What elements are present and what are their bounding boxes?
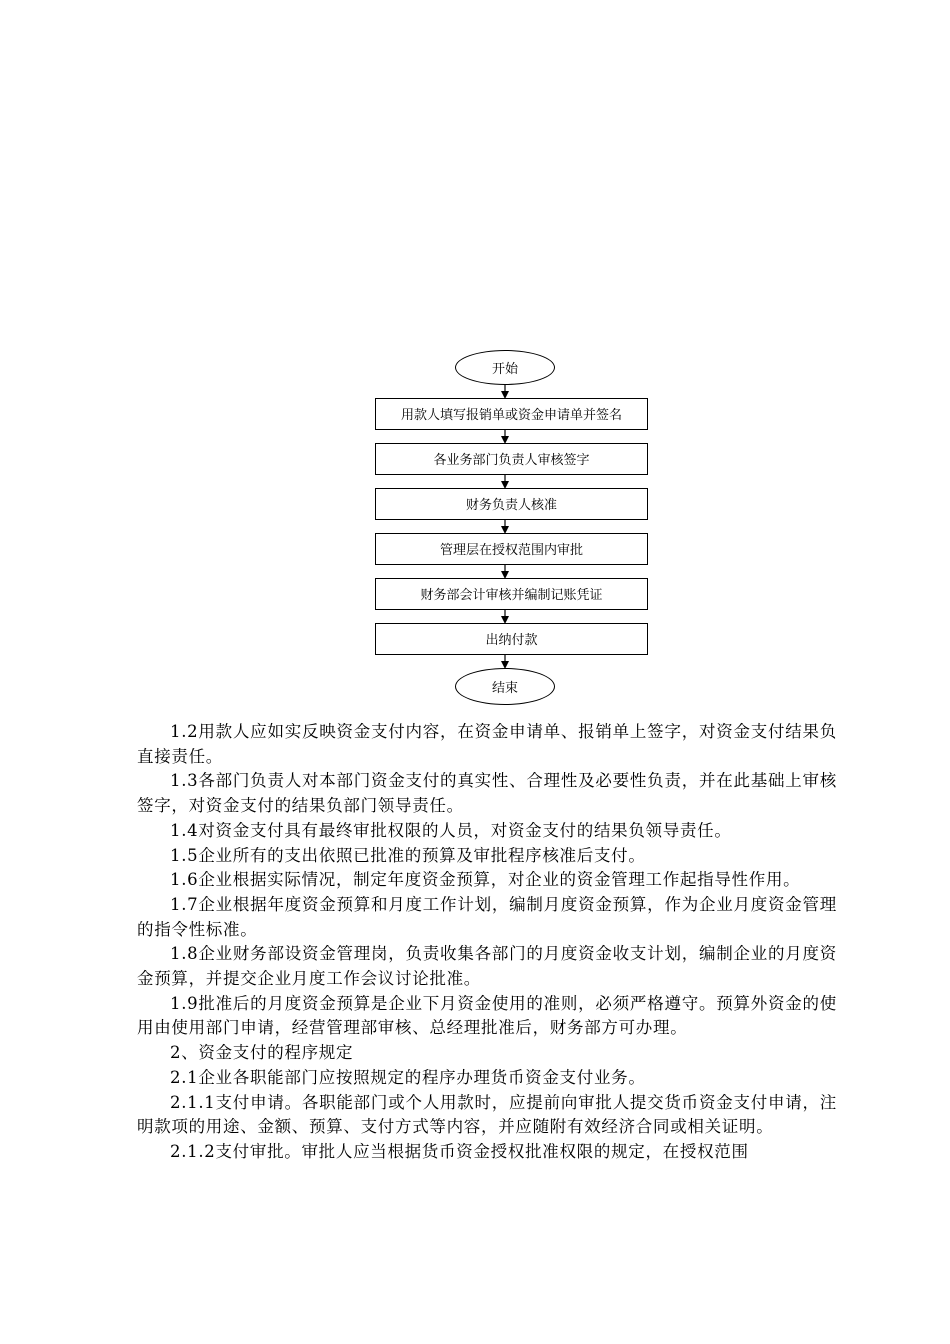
flow-step-2: 各业务部门负责人审核签字 [375, 443, 648, 475]
paragraph-1-3: 1.3各部门负责人对本部门资金支付的真实性、合理性及必要性负责，并在此基础上审核签字，对资金支付的结果负部门领导责任。 [137, 771, 837, 816]
paragraph-1-5: 1.5企业所有的支出依照已批准的预算及审批程序核准后支付。 [170, 845, 646, 865]
paragraph-1-7: 1.7企业根据年度资金预算和月度工作计划，编制月度资金预算，作为企业月度资金管理的指令性标准。 [137, 894, 837, 939]
flow-step-1: 用款人填写报销单或资金申请单并签名 [375, 398, 648, 430]
flow-step-4: 管理层在授权范围内审批 [375, 533, 648, 565]
section-heading-2: 2、资金支付的程序规定 [170, 1043, 354, 1063]
flow-start-node: 开始 [455, 350, 555, 385]
flow-step-3: 财务负责人核准 [375, 488, 648, 520]
body-text [137, 720, 837, 1165]
flow-end-node: 结束 [455, 668, 555, 705]
paragraph-1-2: 1.2用款人应如实反映资金支付内容，在资金申请单、报销单上签字，对资金支付结果负直接责任。 [137, 722, 837, 766]
paragraph-2-1: 2.1企业各职能部门应按照规定的程序办理货币资金支付业务。 [170, 1067, 646, 1087]
paragraph-1-4: 1.4对资金支付具有最终审批权限的人员，对资金支付的结果负领导责任。 [170, 820, 732, 840]
paragraph-1-8: 1.8企业财务部设资金管理岗，负责收集各部门的月度资金收支计划，编制企业的月度资金预算，并提交企业月度工作会议讨论批准。 [137, 944, 837, 989]
paragraph-2-1-2: 2.1.2支付审批。审批人应当根据货币资金授权批准权限的规定，在授权范围 [170, 1141, 749, 1161]
paragraph-1-6: 1.6企业根据实际情况，制定年度资金预算，对企业的资金管理工作起指导性作用。 [170, 870, 801, 890]
paragraph-1-9: 1.9批准后的月度资金预算是企业下月资金使用的准则，必须严格遵守。预算外资金的使用由使用部门申请，经营管理部审核、总经理批准后，财务部方可办理。 [137, 993, 837, 1038]
flow-step-5: 财务部会计审核并编制记账凭证 [375, 578, 648, 610]
flow-step-6: 出纳付款 [375, 623, 648, 655]
paragraph-2-1-1: 2.1.1支付申请。各职能部门或个人用款时，应提前向审批人提交货币资金支付申请，注明款项的用途、金额、预算、支付方式等内容，并应随附有效经济合同或相关证明。 [137, 1092, 837, 1137]
